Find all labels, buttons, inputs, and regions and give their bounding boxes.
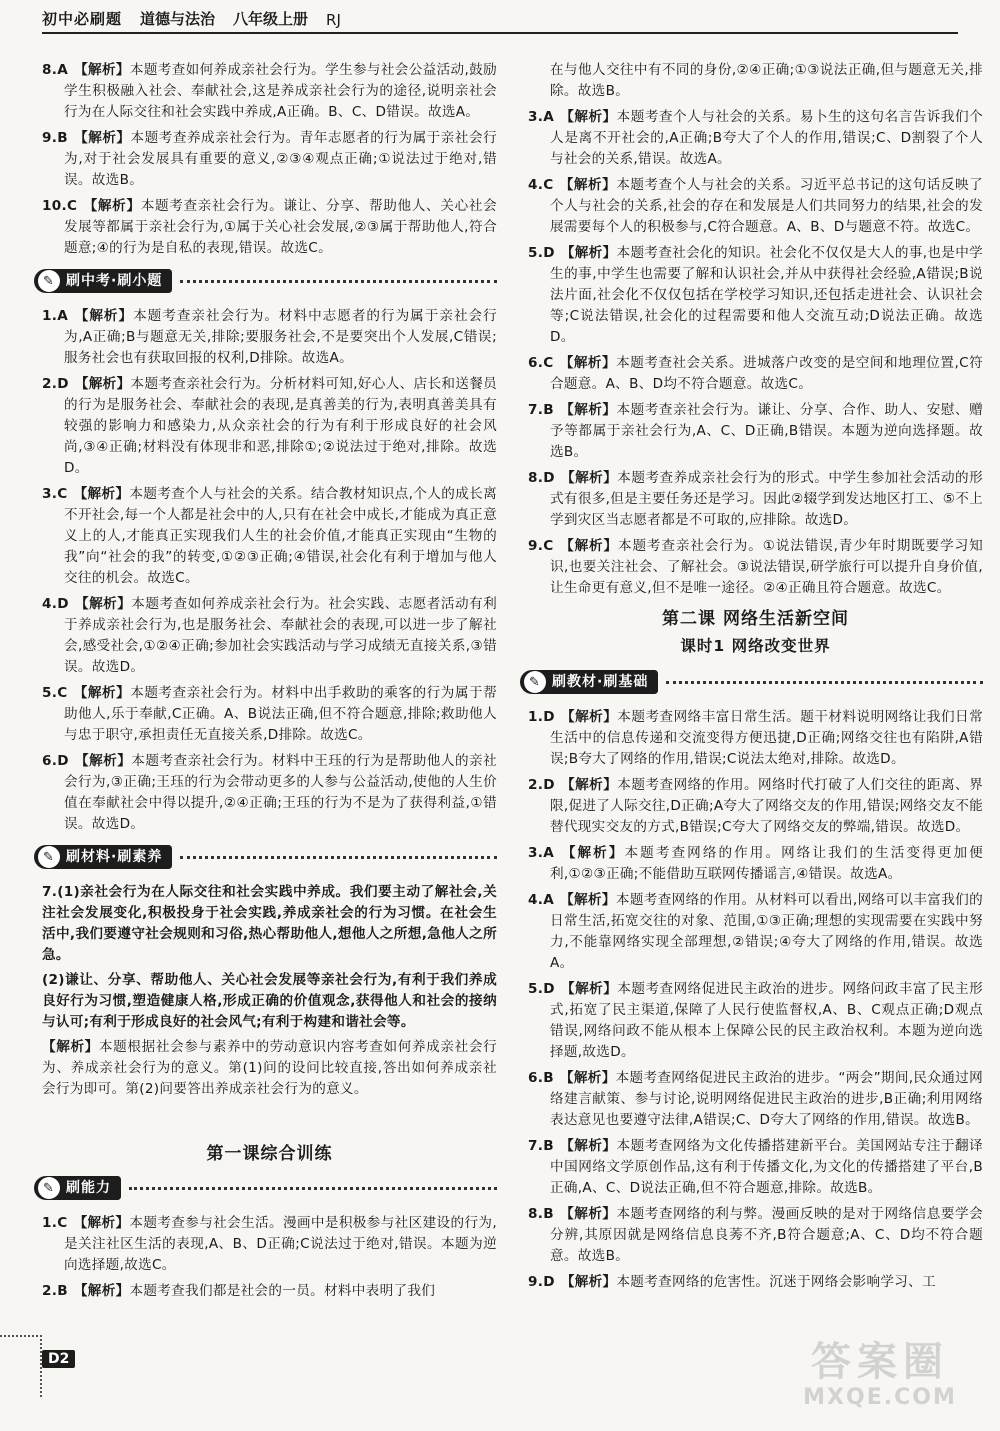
left-column — [42, 60, 497, 1307]
analysis-tag: 【解析】 — [560, 845, 625, 861]
answer-item — [528, 890, 983, 974]
answer-letter: C — [543, 355, 554, 371]
watermark-logo — [782, 1339, 978, 1417]
answer-item — [42, 751, 497, 835]
analysis-text: 本题考查亲社会行为。谦让、分享、帮助他人、关心社会发展等都属于亲社会行为,①属于关心社会发展,②③属于帮助他人,符合题意;④的行为是自私的表现,错误。故选C。 — [64, 198, 498, 256]
analysis-text: 本题考查网络的作用。网络让我们的生活变得更加便利,①②③正确;不能借助互联网传播谣言,④错误。故选A。 — [550, 845, 983, 882]
right-items — [528, 107, 983, 599]
question-number: 8. — [528, 470, 544, 486]
question-number: 1. — [42, 1215, 58, 1231]
question-number: 9. — [528, 538, 544, 554]
question-number: 3. — [42, 486, 58, 502]
answer-item — [42, 196, 497, 259]
answer-part-1: (1)亲社会行为在人际交往和社会实践中养成。我们要主动了解社会,关注社会发展变化,积极投身于社会实践,养成亲社会的行为习惯。在社会生活中,我们要遵守社会规则和习俗,热心帮助他人,想他人之所想,急他人之所急。 — [42, 884, 497, 963]
answer-item — [528, 1204, 983, 1267]
analysis-tag: 【解析】 — [74, 308, 134, 324]
answer-letter: A — [543, 109, 555, 125]
analysis-text: 本题考查亲社会行为。谦让、分享、合作、助人、安慰、赠予等都属于亲社会行为,A、C、D正确,B错误。本题为逆向选择题。故选B。 — [550, 402, 983, 460]
dotted-divider — [180, 856, 497, 859]
answer-7-part2 — [42, 970, 497, 1033]
question-number: 1. — [42, 308, 58, 324]
answer-letter: C — [57, 1215, 68, 1231]
answer-letter: D — [57, 376, 69, 392]
answer-item — [42, 374, 497, 479]
analysis-tag: 【解析】 — [559, 1138, 617, 1154]
answer-letter: C — [543, 177, 554, 193]
answer-letter: D — [543, 709, 555, 725]
section-title: 刷中考·刷小题 — [66, 272, 163, 289]
right-section4-items — [528, 707, 983, 1293]
answer-letter: B — [543, 402, 554, 418]
lesson-title: 第一课综合训练 — [206, 1144, 333, 1164]
question-number: 4. — [42, 596, 58, 612]
answer-letter: D — [57, 753, 69, 769]
analysis-tag: 【解析】 — [559, 355, 617, 371]
question-number: 9. — [42, 130, 58, 146]
analysis-tag: 【解析】 — [560, 709, 618, 725]
answer-item — [42, 1281, 497, 1302]
dotted-divider — [129, 1187, 497, 1190]
answer-item — [528, 775, 983, 838]
section-title: 刷材料·刷素养 — [66, 848, 163, 865]
analysis-text: 本题考查亲社会行为。材料中出手救助的乘客的行为属于帮助他人,乐于奉献,C正确。A、B说法正确,但不符合题意,排除;救助他人与忠于职守,承担责任无直接关系,D排除。故选C。 — [64, 685, 497, 743]
analysis-tag: 【解析】 — [559, 1070, 616, 1086]
analysis-text: 本题根据社会参与素养中的劳动意识内容考查如何养成亲社会行为、养成亲社会行为的意义。第(1)问的设问比较直接,答出如何养成亲社会行为即可。第(2)问要答出养成亲社会行为的意义。 — [42, 1039, 497, 1097]
answer-letter: B — [57, 130, 68, 146]
continued-text: 在与他人交往中有不同的身份,②④正确;①③说法正确,但与题意无关,排除。故选B。 — [550, 62, 983, 99]
answer-7-explanation — [42, 1037, 497, 1100]
answer-item — [528, 1272, 983, 1293]
question-number: 6. — [528, 1070, 544, 1086]
analysis-tag: 【解析】 — [73, 130, 131, 146]
section-header-jiaocai — [520, 665, 983, 699]
answer-item — [528, 707, 983, 770]
answer-letter: B — [57, 1283, 68, 1299]
question-number: 3. — [528, 109, 544, 125]
dotted-divider — [666, 681, 983, 684]
answer-item — [528, 1068, 983, 1131]
answer-item — [42, 1213, 497, 1276]
page-number: D2 — [42, 1350, 75, 1368]
analysis-tag: 【解析】 — [560, 1274, 617, 1290]
analysis-text: 本题考查社会关系。进城落户改变的是空间和地理位置,C符合题意。A、B、D均不符合题意。故选C。 — [550, 355, 983, 392]
analysis-text: 本题考查亲社会行为。材料中王珏的行为是帮助他人的亲社会行为,③正确;王珏的行为会带动更多的人参与公益活动,使他的人生价值在奉献社会中得以提升,②④正确;王珏的行为不是为了获得利益,①错误。故选D。 — [64, 753, 497, 832]
answer-item — [528, 400, 983, 463]
analysis-tag: 【解析】 — [560, 981, 618, 997]
answer-letter: D — [543, 470, 555, 486]
answer-item — [42, 128, 497, 191]
analysis-text: 本题考查亲社会行为。分析材料可知,好心人、店长和送餐员的行为是服务社会、奉献社会的表现,是真善美的行为,表明真善美具有较强的影响力和感染力,从众亲社会的行为有利于形成良好的社会风尚,③④正确;材料没有体现非和恶,排除①;②说法过于绝对,排除。故选D。 — [64, 376, 498, 476]
answer-letter: D — [57, 596, 69, 612]
analysis-text: 本题考查个人与社会的关系。易卜生的这句名言告诉我们个人是离不开社会的,A正确;B夸大了个人的作用,错误;C、D割裂了个人与社会的关系,错误。故选A。 — [550, 109, 983, 167]
question-number: 6. — [528, 355, 544, 371]
analysis-text: 本题考查养成亲社会行为。青年志愿者的行为属于亲社会行为,对于社会发展具有重要的意义,②③④观点正确;①说法过于绝对,错误。故选B。 — [64, 130, 497, 188]
pencil-icon: ✎ — [38, 846, 60, 868]
question-number: 1. — [528, 709, 544, 725]
answer-letter: C — [57, 486, 68, 502]
question-number: 2. — [42, 1283, 58, 1299]
analysis-text: 本题考查社会化的知识。社会化不仅仅是大人的事,也是中学生的事,中学生也需要了解和认识社会,并从中获得社会经验,A错误;B说法片面,社会化不仅仅包括在学校学习知识,还包括走进社会、认识社会等;C说法错误,社会化的过程需要和他人交流互动;D说法正确。故选D。 — [550, 245, 984, 345]
analysis-text: 本题考查网络的危害性。沉迷于网络会影响学习、工 — [616, 1274, 936, 1290]
answer-item — [42, 60, 497, 123]
answer-letter: B — [543, 1138, 554, 1154]
analysis-text: 本题考查如何养成亲社会行为。学生参与社会公益活动,鼓励学生积极融入社会、奉献社会,这是养成亲社会行为的途径,说明亲社会行为在人际交往和社会实践中养成,A正确。B、C、D错误。故选A。 — [64, 62, 498, 120]
question-number: 6. — [42, 753, 58, 769]
analysis-text: 本题考查网络的作用。从材料可以看出,网络可以丰富我们的日常生活,拓宽交往的对象、范围,①③正确;理想的实现需要在实践中努力,不能靠网络实现全部理想,②错误;④夸大了网络的作用,错误。故选A。 — [550, 892, 984, 971]
answer-part-2: (2)谦让、分享、帮助他人、关心社会发展等亲社会行为,有利于我们养成良好行为习惯,塑造健康人格,形成正确的价值观念,获得他人和社会的接纳与认可;有利于形成良好的社会风气;有利于构建和谐社会等。 — [42, 972, 497, 1030]
analysis-text: 本题考查网络丰富日常生活。题干材料说明网络让我们日常生活中的信息传递和交流变得方便迅捷,D正确;网络交往也有陷阱,A错误;B夸大了网络的作用,错误;C说法太绝对,排除。故选D。 — [550, 709, 983, 767]
answer-7 — [42, 882, 497, 966]
right-column — [528, 60, 983, 1298]
analysis-tag: 【解析】 — [74, 376, 131, 392]
analysis-text: 本题考查个人与社会的关系。习近平总书记的这句话反映了个人与社会的关系,社会的存在和发展是人们共同努力的结果,社会的发展需要每个人的积极参与,C符合题意。A、B、D与题意不符。故选C。 — [550, 177, 983, 235]
answer-letter: D — [543, 245, 555, 261]
answer-item — [42, 594, 497, 678]
watermark-url: MXQE.COM — [803, 1385, 957, 1410]
pencil-icon: ✎ — [38, 1177, 60, 1199]
analysis-text: 本题考查网络的利与弊。漫画反映的是对于网络信息要学会分辨,其原因就是网络信息良莠不齐,B符合题意;A、C、D均不符合题意。故选B。 — [550, 1206, 983, 1264]
analysis-tag: 【解析】 — [559, 402, 617, 418]
answer-item — [42, 683, 497, 746]
question-number: 4. — [528, 177, 544, 193]
series-name: 初中必刷题 — [42, 10, 123, 28]
page-header — [42, 8, 958, 34]
answer-item — [528, 536, 983, 599]
answer-letter: A — [543, 845, 555, 861]
analysis-text: 本题考查亲社会行为。材料中志愿者的行为属于亲社会行为,A正确;B与题意无关,排除;要服务社会,不是要突出个人发展,C错误;服务社会也有获取回报的权利,D排除。故选A。 — [64, 308, 497, 366]
answer-letter: A — [543, 892, 555, 908]
question-number: 2. — [528, 777, 544, 793]
analysis-tag: 【解析】 — [560, 470, 618, 486]
answer-item — [528, 175, 983, 238]
question-number: 5. — [528, 245, 544, 261]
answer-letter: B — [543, 1206, 554, 1222]
answer-letter: A — [57, 308, 69, 324]
answer-letter: D — [543, 1274, 555, 1290]
analysis-tag: 【解析】 — [74, 753, 132, 769]
analysis-tag: 【解析】 — [560, 109, 617, 125]
analysis-tag: 【解析】 — [559, 177, 617, 193]
section-header-nengli — [34, 1171, 497, 1205]
analysis-tag: 【解析】 — [559, 1206, 617, 1222]
analysis-text: 本题考查网络促进民主政治的进步。网络问政丰富了民主形式,拓宽了民主渠道,保障了人民行使监督权,A、B、C观点正确;D观点错误,网络问政不能从根本上保障公民的民主政治权利。本题为逆向选择题,故选D。 — [550, 981, 983, 1060]
answer-item — [42, 306, 497, 369]
question-number: 8. — [528, 1206, 544, 1222]
question-number: 5. — [528, 981, 544, 997]
question-number: 3. — [528, 845, 544, 861]
analysis-tag: 【解析】 — [73, 486, 130, 502]
analysis-tag: 【解析】 — [559, 538, 618, 554]
analysis-text: 本题考查网络促进民主政治的进步。“两会”期间,民众通过网络建言献策、参与讨论,说明网络促进民主政治的进步,B正确;利用网络表达意见也要遵守法律,A错误;C、D夸大了网络的作用,错误。故选B。 — [550, 1070, 983, 1128]
answer-letter: A — [57, 62, 69, 78]
question-number: 7. — [528, 402, 544, 418]
question-number: 10. — [42, 198, 67, 214]
section-title: 刷教材·刷基础 — [552, 673, 649, 690]
analysis-text: 本题考查个人与社会的关系。结合教材知识点,个人的成长离不开社会,每一个人都是社会中的人,只有在社会中成长,才能成为真正意义上的人,才能真正实现我们人生的社会价值,才能真正实现由“生物的我”向“社会的我”的转变,①②③正确;④错误,社会化有利于增加与他人交往的机会。故选C。 — [64, 486, 497, 586]
answer-item — [42, 484, 497, 589]
chapter-title: 第二课 网络生活新空间 — [662, 609, 849, 629]
dotted-divider — [180, 280, 497, 283]
section-header-cailiao — [34, 840, 497, 874]
corner-dotted-decoration — [0, 1335, 42, 1397]
pencil-icon: ✎ — [524, 671, 546, 693]
question-number: 5. — [42, 685, 58, 701]
lesson-subtitle: 课时1 网络改变世界 — [680, 637, 831, 655]
analysis-text: 本题考查养成亲社会行为的形式。中学生参加社会活动的形式有很多,但是主要任务还是学习。因此②辍学到发达地区打工、⑤不上学到灾区当志愿者都是不可取的,应排除。故选D。 — [550, 470, 983, 528]
question-number: 2. — [42, 376, 58, 392]
edition-code: RJ — [326, 11, 341, 29]
answer-item — [528, 1136, 983, 1199]
question-number: 7. — [42, 884, 58, 900]
answer-item — [528, 979, 983, 1063]
answer-item — [528, 468, 983, 531]
pencil-icon: ✎ — [38, 270, 60, 292]
answer-letter: C — [66, 198, 78, 214]
subject-name: 道德与法治 — [140, 10, 216, 28]
analysis-text: 本题考查亲社会行为。①说法错误,青少年时期既要学习知识,也要关注社会、了解社会。③说法错误,研学旅行可以提升自身价值,让生命更有意义,但不是唯一途径。②④正确且符合题意。故选C。 — [550, 538, 983, 596]
answer-item — [528, 843, 983, 885]
analysis-tag: 【解析】 — [560, 777, 618, 793]
analysis-tag: 【解析】 — [42, 1039, 99, 1055]
analysis-tag: 【解析】 — [74, 596, 132, 612]
analysis-text: 本题考查参与社会生活。漫画中是积极参与社区建设的行为,是关注社区生活的表现,A、B、D正确;C说法过于绝对,错误。本题为逆向选择题,故选C。 — [64, 1215, 497, 1273]
analysis-text: 本题考查如何养成亲社会行为。社会实践、志愿者活动有利于养成亲社会行为,也是服务社会、奉献社会的表现,可以进一步了解社会,感受社会,①②④正确;参加社会实践活动与学习成绩无直接关系,③错误。故选D。 — [64, 596, 497, 675]
grade-name: 八年级上册 — [233, 10, 309, 28]
answer-letter: B — [543, 1070, 554, 1086]
question-number: 9. — [528, 1274, 544, 1290]
left-section3-items — [42, 1213, 497, 1302]
question-number: 8. — [42, 62, 58, 78]
analysis-tag: 【解析】 — [74, 62, 130, 78]
section-title: 刷能力 — [66, 1179, 111, 1196]
analysis-text: 本题考查我们都是社会的一员。材料中表明了我们 — [129, 1283, 436, 1299]
answer-letter: C — [543, 538, 554, 554]
analysis-text: 本题考查网络为文化传播搭建新平台。美国网站专注于翻译中国网络文学原创作品,这有利于传播文化,为文化的传播搭建了平台,B正确,A、C、D说法正确,但不符合题意,排除。故选B。 — [550, 1138, 983, 1196]
answer-letter: D — [543, 981, 555, 997]
left-top-items — [42, 60, 497, 259]
analysis-tag: 【解析】 — [73, 1215, 130, 1231]
answer-item — [528, 107, 983, 170]
answer-item — [528, 243, 983, 348]
analysis-text: 本题考查网络的作用。网络时代打破了人们交往的距离、界限,促进了人际交往,D正确;A夸大了网络交友的作用,错误;网络交友不能替代现实交友的方式,B错误;C夸大了网络交友的弊端,错误。故选D。 — [550, 777, 984, 835]
question-number: 7. — [528, 1138, 544, 1154]
left-section1-items — [42, 306, 497, 835]
analysis-tag: 【解析】 — [73, 685, 131, 701]
watermark-text: 答案圈 — [811, 1339, 949, 1385]
analysis-tag: 【解析】 — [560, 892, 616, 908]
answer-letter: C — [57, 685, 68, 701]
analysis-tag: 【解析】 — [83, 198, 141, 214]
analysis-tag: 【解析】 — [560, 245, 617, 261]
question-number: 4. — [528, 892, 544, 908]
analysis-tag: 【解析】 — [73, 1283, 130, 1299]
answer-letter: D — [543, 777, 555, 793]
answer-item — [528, 353, 983, 395]
section-header-zhongkao — [34, 264, 497, 298]
